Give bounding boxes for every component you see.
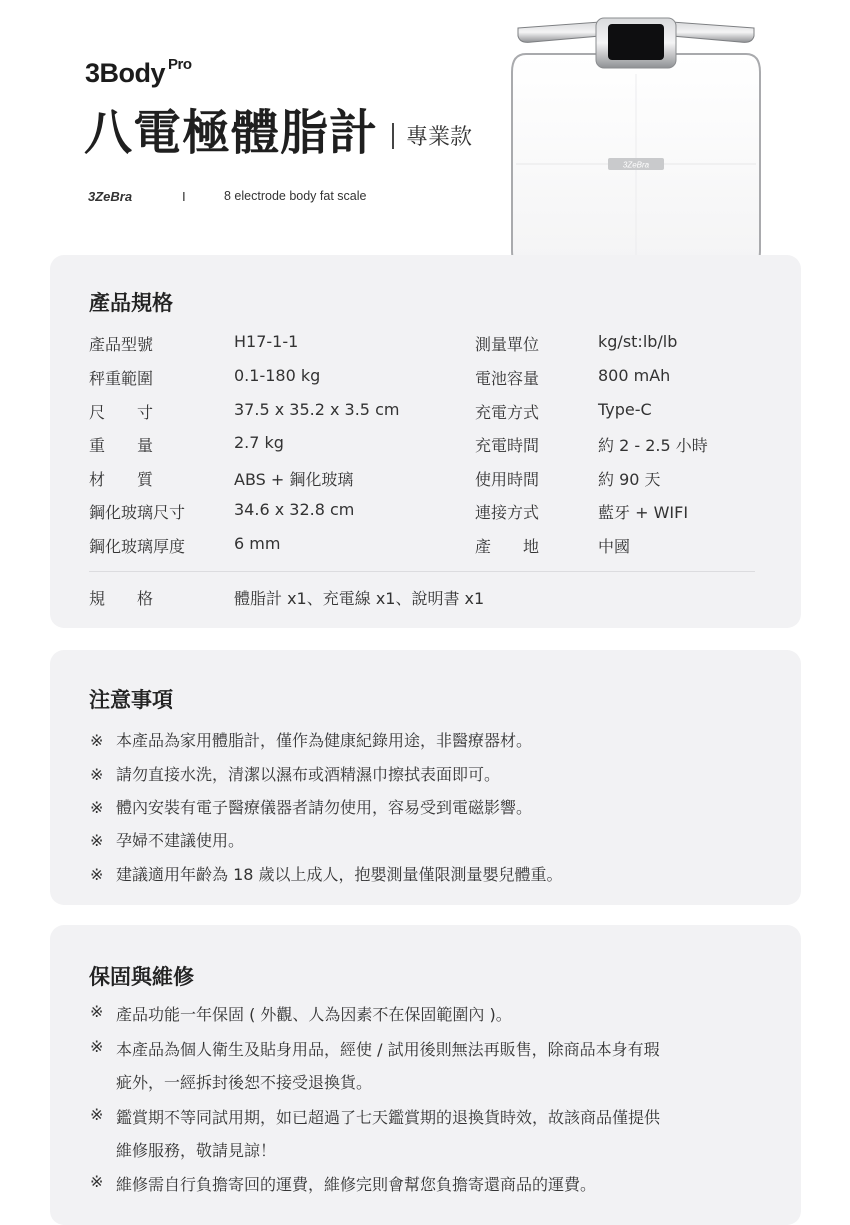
brand-logo: 3Body $^{Pro}$ (85, 56, 192, 88)
note-mark: ※ (90, 831, 104, 850)
spec-label: 充電時間 (475, 436, 540, 455)
title-row (84, 94, 472, 163)
spec-label: 產品型號 (89, 335, 154, 354)
spec-label: 充電方式 (475, 403, 540, 422)
warranty-line: 疵外，一經拆封後恕不接受退換貨。 (116, 1073, 373, 1092)
note-mark: ※ (90, 798, 104, 817)
spec-value: 約 90 天 (598, 470, 661, 489)
spec-value: 藍牙 + WIFI (598, 503, 689, 522)
spec-label: 尺 寸 (89, 403, 154, 422)
spec-value: kg/st:lb/lb (598, 332, 678, 351)
spec-value: 800 mAh (598, 366, 671, 385)
title-divider (392, 123, 394, 149)
spec-value: 37.5 x 35.2 x 3.5 cm (234, 400, 400, 419)
note-mark: ※ (90, 765, 104, 784)
note-item: ※ 體內安裝有電子醫療儀器者請勿使用，容易受到電磁影響。 (90, 798, 533, 817)
note-mark: ※ (90, 865, 104, 884)
spec-label: 使用時間 (475, 470, 540, 489)
spec-label: 材 質 (89, 470, 154, 489)
package-contents: 體脂計 x1、充電線 x1、說明書 x1 (234, 589, 485, 608)
product-english-name: 8 electrode body fat scale (224, 189, 367, 203)
notes-title: 注意事項 (89, 688, 173, 712)
spec-label: 鋼化玻璃厚度 (89, 537, 186, 556)
spec-label: 連接方式 (475, 503, 540, 522)
spec-label: 重 量 (89, 436, 154, 455)
notes-card (50, 650, 801, 905)
product-title: 八電極體脂計 (84, 105, 379, 161)
package-label: 規 格 (89, 589, 154, 608)
spec-label: 鋼化玻璃尺寸 (89, 503, 186, 522)
note-item: ※ 請勿直接水洗，清潔以濕布或酒精濕巾擦拭表面即可。 (90, 765, 501, 784)
spec-value: 約 2 - 2.5 小時 (598, 436, 708, 455)
spec-value: Type-C (598, 400, 652, 419)
warranty-title: 保固與維修 (89, 965, 194, 989)
spec-label: 秤重範圍 (89, 369, 154, 388)
spec-label: 電池容量 (475, 369, 540, 388)
warranty-line: 鑑賞期不等同試用期，如已超過了七天鑑賞期的退換貨時效，故該商品僅提供 (116, 1108, 661, 1127)
spec-card (50, 255, 801, 628)
product-edition: 專業款 (406, 125, 473, 150)
note-mark: ※ (90, 731, 104, 750)
spec-value: 6 mm (234, 534, 281, 553)
warranty-card (50, 925, 801, 1225)
spec-value: 34.6 x 32.8 cm (234, 500, 355, 519)
subtitle-separator: I (182, 189, 186, 204)
spec-value: H17-1-1 (234, 332, 299, 351)
spec-value: 0.1-180 kg (234, 366, 321, 385)
warranty-mark: ※ (90, 1105, 104, 1124)
warranty-mark: ※ (90, 1172, 104, 1191)
scale-logo: 3ZeBra (622, 160, 650, 170)
warranty-mark: ※ (90, 1037, 104, 1056)
spec-title: 產品規格 (89, 291, 173, 315)
warranty-line: 產品功能一年保固 ( 外觀、人為因素不在保固範圍內 )。 (116, 1005, 512, 1024)
warranty-mark: ※ (90, 1002, 104, 1021)
warranty-line: 維修需自行負擔寄回的運費，維修完則會幫您負擔寄還商品的運費。 (116, 1175, 597, 1194)
spec-divider (89, 571, 755, 572)
spec-value: ABS + 鋼化玻璃 (234, 470, 354, 489)
scale-product-image (508, 14, 764, 286)
spec-value: 2.7 kg (234, 433, 284, 452)
warranty-line: 維修服務，敬請見諒！ (116, 1141, 277, 1160)
spec-label: 測量單位 (475, 335, 540, 354)
spec-label: 產 地 (475, 537, 540, 556)
note-item: ※ 建議適用年齡為 18 歲以上成人，抱嬰測量僅限測量嬰兒體重。 (90, 865, 563, 884)
spec-value: 中國 (598, 537, 631, 556)
warranty-line: 本產品為個人衛生及貼身用品，經使 / 試用後則無法再販售，除商品本身有瑕 (116, 1040, 660, 1059)
note-item: ※ 本產品為家用體脂計，僅作為健康紀錄用途，非醫療器材。 (90, 731, 533, 750)
note-item: ※ 孕婦不建議使用。 (90, 831, 245, 850)
product-header (0, 0, 850, 290)
company-name: 3ZeBra (88, 189, 133, 204)
